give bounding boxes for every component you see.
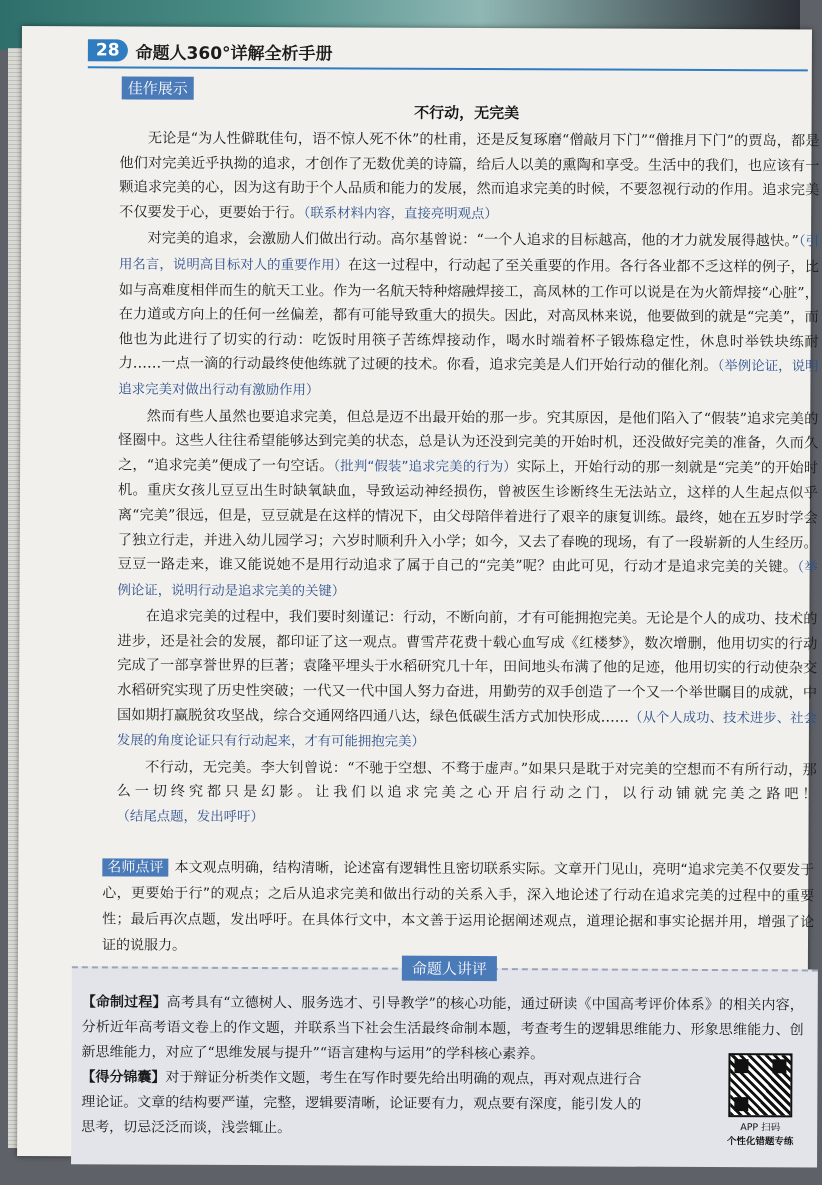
essay-text: 实际上，开始行动的那一刻就是“完美”的开始时机。重庆女孩儿豆豆出生时缺氧缺血，导致运动神经损伤，曾被医生诊断终生无法站立，这样的人生起点似乎离“完美”很远，但是，豆豆就是在这样的情况下，由父母陪伴着进行了艰辛的康复训练。最终，她在五岁时学会了独立行走，并进入幼儿园学习；六岁时顺利升入小学；如今，又去了春晚的现场，有了一段崭新的人生经历。豆豆一路走来，谁又能说她不是用行动追求了属于自己的“完美”呢？由此可见，行动才是追求完美的关键。 [117, 458, 819, 576]
examiner-box-title: 命题人讲评 [402, 956, 497, 981]
essay-annotation: （引用名言，说明高目标对人的重要作用） [118, 234, 820, 274]
qr-code-icon[interactable] [728, 1053, 792, 1117]
header-rule [88, 66, 808, 71]
page-number: 28 [88, 39, 128, 61]
essay-text: 在这一过程中，行动起了至关重要的作用。各行各业都不乏这样的例子，比如与高难度相伴而生的航天工业。作为一名航天特种熔融焊接工，高凤林的工作可以说是在为火箭焊接“心脏”，在力道或方向上的任何一丝偏差，都有可能导致重大的损失。因此，对高凤林来说，他要做到的就是“完美”，而他也为此进行了切实的行动：吃饭时用筷子苦练焊接动作，喝水时端着杯子锻炼稳定性，休息时举铁块练耐力……一点一滴的行动最终使他练就了过硬的技术。你看，追求完美是人们开始行动的催化剂。 [118, 257, 819, 375]
essay-body [116, 126, 819, 834]
tips-label: 【得分锦囊】 [81, 1069, 166, 1086]
essay-title: 不行动，无完美 [414, 103, 520, 123]
qr-caption-2: 个性化错题专练 [726, 1136, 794, 1148]
essay-paragraph [117, 404, 818, 607]
essay-paragraph [118, 227, 819, 406]
tips-text: 对于辩证分析类作文题，考生在写作时要先给出明确的观点，再对观点进行合理论证。文章的结构要严谨，完整，逻辑要清晰，论证要有力，观点要有深度，能引发人的思考，切忌泛泛而谈，浅尝辄止。 [81, 1069, 642, 1137]
book-title: 命题人360°详解全析手册 [135, 42, 333, 64]
essay-annotation: （举例论证，说明行动是追求完美的关键） [117, 560, 818, 600]
teacher-comment [102, 854, 814, 961]
essay-annotation: （批判“假装”追求完美的行为） [333, 459, 517, 475]
essay-text: 然而有些人虽然也要追求完美，但总是迈不出最开始的那一步。究其原因，是他们陷入了“假装”追求完美的怪圈中。这些人往往希望能够达到完美的状态，总是认为还没到完美的开始时机，还没做好完美的准备，久而久之，“追求完美”便成了一句空话。 [118, 408, 819, 475]
teacher-comment-tag: 名师点评 [102, 858, 168, 876]
essay-annotation: （结尾点题，发出呼吁） [116, 809, 264, 826]
essay-paragraph [119, 126, 819, 228]
process-label: 【命制过程】 [81, 994, 167, 1011]
essay-annotation: （联系材料内容，直接亮明观点） [303, 206, 498, 222]
qr-code-block[interactable] [719, 1053, 801, 1147]
tips-paragraph [81, 1065, 641, 1142]
examiner-box [71, 959, 818, 1167]
teacher-comment-text: 本文观点明确，结构清晰，论述富有逻辑性且密切联系实际。文章开门见山，亮明“追求完美不仅要发于心，更要始于行”的观点；之后从追求完美和做出行动的关系入手，深入地论述了行动在追求完美的过程中的重要性；最后再次点题，发出呼吁。在具体行文中，本文善于运用论据阐述观点，道理论据和事实论据并用，增强了论证的说服力。 [101, 859, 815, 954]
essay-text: 无论是“为人性僻耽佳句，语不惊人死不休”的杜甫，还是反复琢磨“僧敲月下门”“僧推月下门”的贾岛，都是他们对完美近乎执拗的追求，才创作了无数优美的诗篇，给后人以美的熏陶和享受。生活中的我们，也应该有一颗追求完美的心，因为这有助于个人品质和能力的发展，然而追求完美的时候，不要忽视行动的作用。追求完美不仅要发于心，更要始于行。 [119, 130, 820, 222]
examiner-box-text [81, 990, 804, 1143]
book-page [17, 26, 820, 1159]
essay-text: 在追求完美的过程中，我们要时刻谨记：行动，不断向前，才有可能拥抱完美。无论是个人的成功、技术的进步，还是社会的发展，都印证了这一观点。曹雪芹花费十载心血写成《红楼梦》，数次增删，他用切实的行动完成了一部享誉世界的巨著；袁隆平埋头于水稻研究几十年，田间地头布满了他的足迹，他用切实的行动使杂交水稻研究实现了历史性突破；一代又一代中国人努力奋进，用勤劳的双手创造了一个又一个举世瞩目的成就，中国如期打赢脱贫攻坚战，综合交通网络四通八达，绿色低碳生活方式加快形成…… [116, 608, 818, 726]
section-tag: 佳作展示 [122, 76, 194, 99]
essay-text: 对完美的追求，会激励人们做出行动。高尔基曾说：“一个人追求的目标越高，他的才力就发展得越快。” [147, 230, 799, 250]
page-header [88, 36, 333, 65]
essay-annotation: （举例论证，说明追求完美对做出行动有激励作用） [118, 359, 819, 399]
essay-paragraph [116, 755, 816, 833]
essay-paragraph [117, 605, 818, 758]
qr-caption: APP 扫码 [740, 1122, 781, 1134]
process-paragraph [81, 990, 803, 1068]
essay-text: 不行动，无完美。李大钊曾说：“不驰于空想、不骛于虚声。”如果只是耽于对完美的空想而不有所行动，那么一切终究都只是幻影。让我们以追求完美之心开启行动之门，以行动铺就完美之路吧！ [116, 759, 817, 803]
essay-annotation: （从个人成功、技术进步、社会发展的角度论证只有行动起来，才有可能拥抱完美） [116, 710, 818, 751]
process-text: 高考具有“立德树人、服务选才、引导教学”的核心功能，通过研读《中国高考评价体系》的相关内容，分析近年高考语文卷上的作文题，并联系当下社会生活最终命制本题，考查考生的逻辑思维能力、形象思维能力、创新思维能力，对应了“思维发展与提升”“语言建构与运用”的学科核心素养。 [81, 994, 804, 1063]
